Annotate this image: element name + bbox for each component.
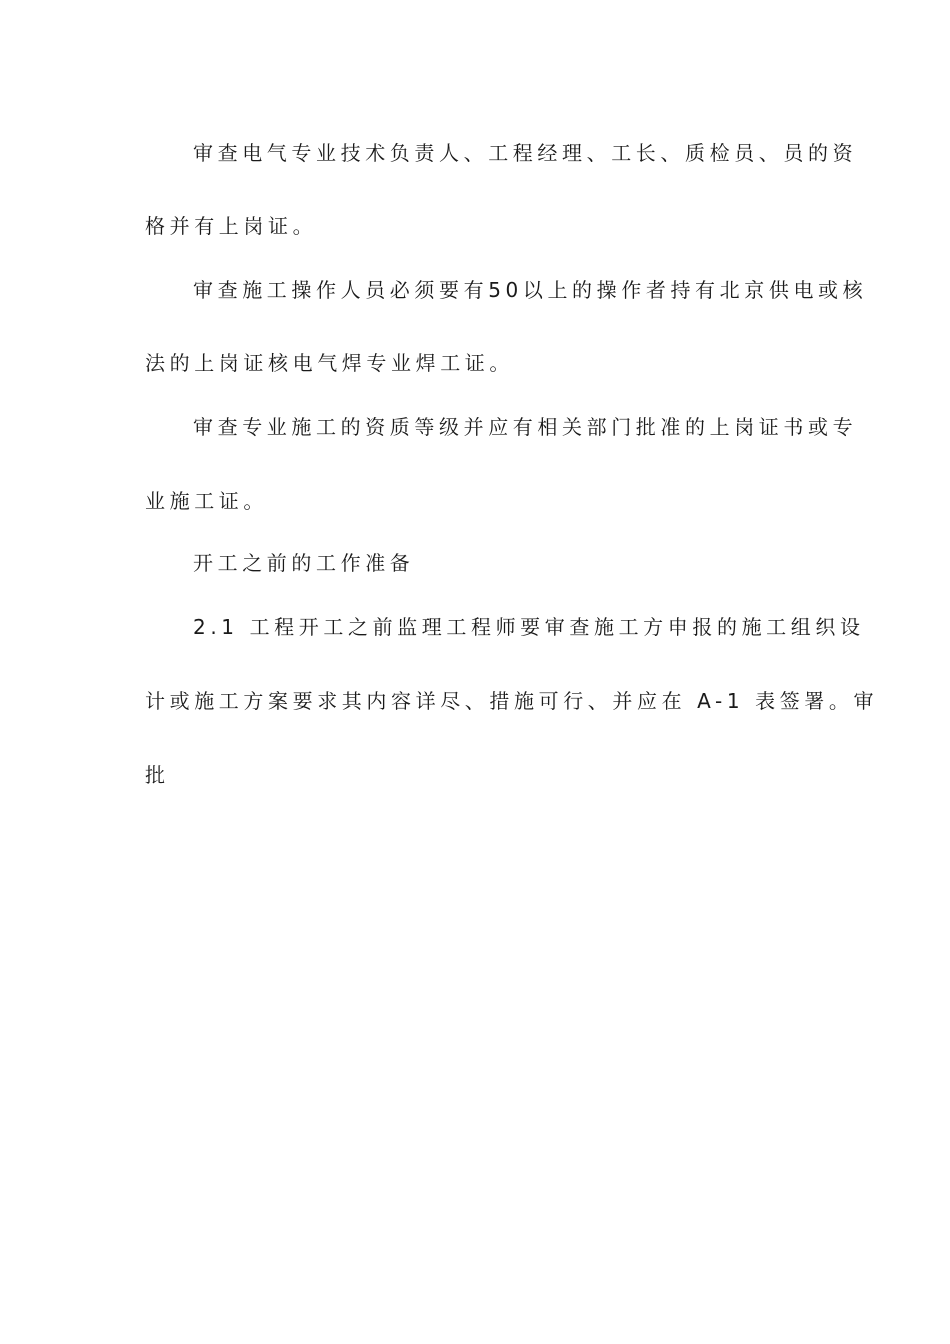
- paragraph-1-line-1: 审查电气专业技术负责人、工程经理、工长、质检员、员的资: [193, 141, 858, 165]
- paragraph-2-line-2: 法的上岗证核电气焊专业焊工证。: [145, 351, 514, 375]
- paragraph-5-line-1: 2.1 工程开工之前监理工程师要审查施工方申报的施工组织设: [193, 615, 865, 639]
- paragraph-5-line-2: 计或施工方案要求其内容详尽、措施可行、并应在 A-1 表签署。审: [145, 689, 879, 713]
- paragraph-3-line-2: 业施工证。: [145, 489, 268, 513]
- paragraph-2-line-1: 审查施工操作人员必须要有50以上的操作者持有北京供电或核: [193, 278, 868, 302]
- paragraph-5-line-3: 批: [145, 763, 170, 787]
- paragraph-1-line-2: 格并有上岗证。: [145, 214, 318, 238]
- paragraph-3-line-1: 审查专业施工的资质等级并应有相关部门批准的上岗证书或专: [193, 415, 858, 439]
- section-heading: 开工之前的工作准备: [193, 551, 415, 575]
